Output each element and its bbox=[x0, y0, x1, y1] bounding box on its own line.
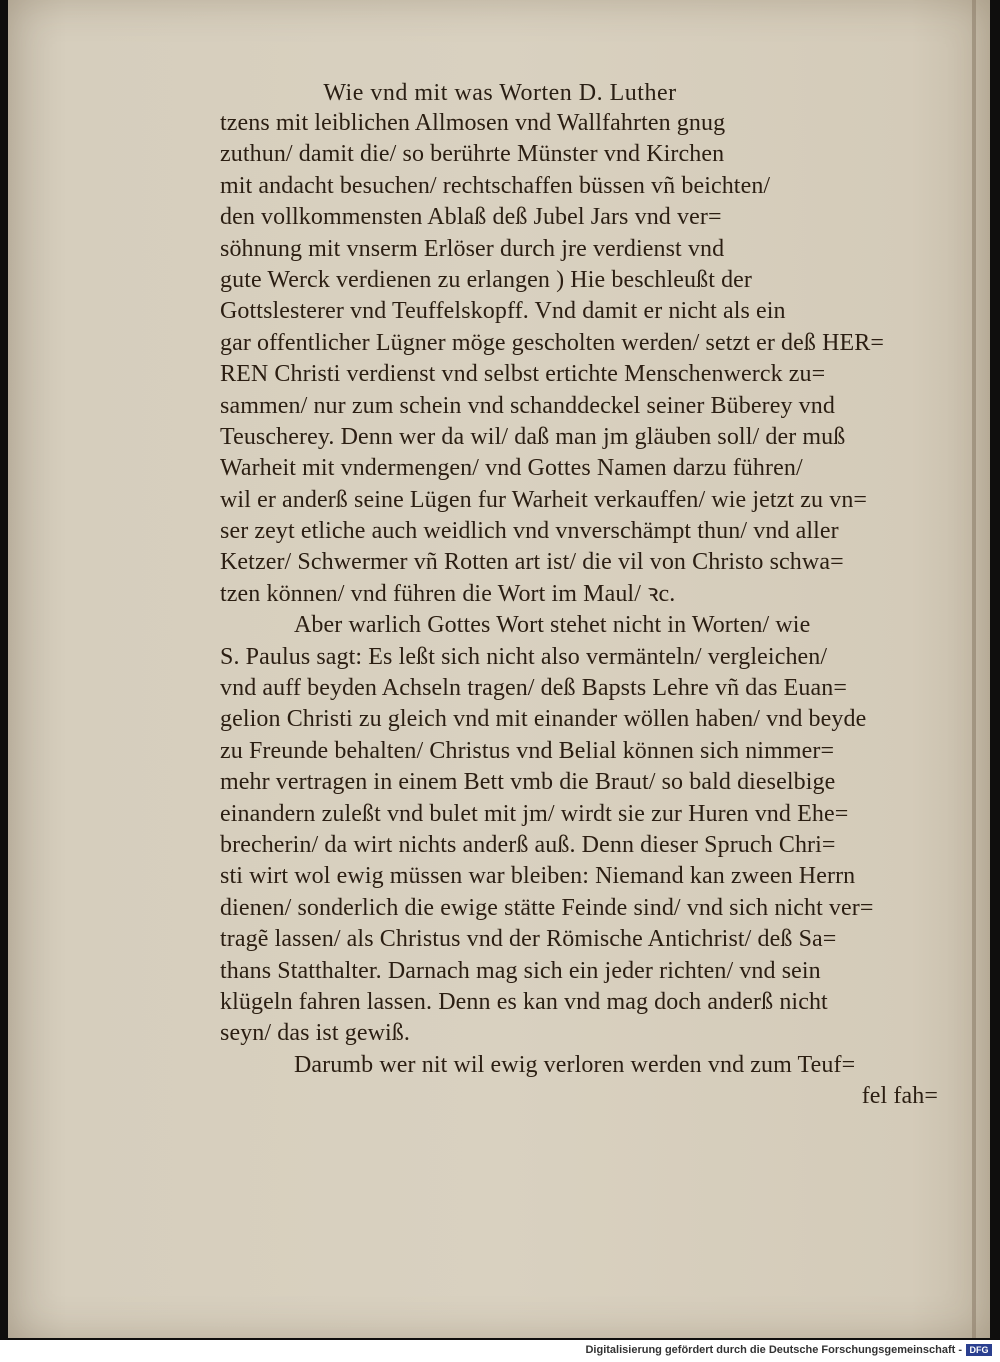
text-line: Warheit mit vndermengen/ vnd Gottes Namen darzu führen/ bbox=[220, 455, 803, 482]
text-line: wil er anderß seine Lügen fur Warheit verkauffen/ wie jetzt zu vn= bbox=[220, 486, 868, 513]
dfg-logo: DFG bbox=[966, 1344, 992, 1356]
text-line: gute Werck verdienen zu erlangen ) Hie beschleußt der bbox=[220, 266, 753, 293]
text-line: Ketzer/ Schwermer vñ Rotten art ist/ die vil von Christo schwa= bbox=[220, 549, 844, 576]
text-line: söhnung mit vnserm Erlöser durch jre verdienst vnd bbox=[220, 235, 725, 262]
text-line: dienen/ sonderlich die ewige stätte Feinde sind/ vnd sich nicht ver= bbox=[220, 894, 874, 921]
text-line: ser zeyt etliche auch weidlich vnd vnverschämpt thun/ vnd aller bbox=[220, 518, 839, 545]
text-line: gar offentlicher Lügner möge gescholten werden/ setzt er deß HER= bbox=[220, 329, 885, 356]
text-line: sti wirt wol ewig müssen war bleiben: Niemand kan zween Herrn bbox=[220, 863, 856, 890]
text-line: mit andacht besuchen/ rechtschaffen büssen vñ beichten/ bbox=[220, 172, 771, 199]
catchword: fel fah= bbox=[861, 1083, 938, 1110]
text-line: seyn/ das ist gewiß. bbox=[220, 1020, 410, 1047]
page-edge bbox=[972, 0, 976, 1338]
text-line: tragẽ lassen/ als Christus vnd der Römische Antichrist/ deß Sa= bbox=[220, 926, 837, 953]
text-line: tzens mit leiblichen Allmosen vnd Wallfahrten gnug bbox=[220, 110, 726, 136]
paragraph-start-line: Darumb wer nit wil ewig verloren werden vnd zum Teuf= bbox=[294, 1051, 856, 1078]
text-line: brecherin/ da wirt nichts anderß auß. Denn dieser Spruch Chri= bbox=[220, 831, 836, 858]
funding-credit: Digitalisierung gefördert durch die Deutsche Forschungsgemeinschaft - bbox=[585, 1344, 962, 1356]
text-line: sammen/ nur zum schein vnd schanddeckel seiner Büberey vnd bbox=[220, 392, 835, 419]
text-line: Teuscherey. Denn wer da wil/ daß man jm gläuben soll/ der muß bbox=[220, 423, 846, 450]
text-line: klügeln fahren lassen. Denn es kan vnd mag doch anderß nicht bbox=[220, 988, 828, 1015]
body-text bbox=[220, 108, 938, 1113]
text-line: einandern zuleßt vnd bulet mit jm/ wirdt sie zur Huren vnd Ehe= bbox=[220, 800, 849, 827]
text-line: mehr vertragen in einem Bett vmb die Braut/ so bald dieselbige bbox=[220, 769, 836, 796]
text-line: thans Statthalter. Darnach mag sich ein jeder richten/ vnd sein bbox=[220, 957, 821, 984]
text-line: Gottslesterer vnd Teuffelskopff. Vnd damit er nicht als ein bbox=[220, 298, 786, 325]
text-line: vnd auff beyden Achseln tragen/ deß Bapsts Lehre vñ das Euan= bbox=[220, 675, 848, 702]
text-line: S. Paulus sagt: Es leßt sich nicht also vermänteln/ vergleichen/ bbox=[220, 643, 828, 670]
text-line: den vollkommensten Ablaß deß Jubel Jars vnd ver= bbox=[220, 204, 722, 231]
text-line: zu Freunde behalten/ Christus vnd Belial können sich nimmer= bbox=[220, 737, 835, 764]
paragraph-start-line: Aber warlich Gottes Wort stehet nicht in Worten/ wie bbox=[294, 612, 811, 639]
text-line: zuthun/ damit die/ so berührte Münster vnd Kirchen bbox=[220, 141, 725, 168]
text-line: REN Christi verdienst vnd selbst ertichte Menschenwerck zu= bbox=[220, 361, 826, 388]
text-line: tzen können/ vnd führen die Wort im Maul/ ꝛc. bbox=[220, 580, 676, 607]
running-head: Wie vnd mit was Worten D. Luther bbox=[323, 80, 677, 106]
text-line: gelion Christi zu gleich vnd mit einander wöllen haben/ vnd beyde bbox=[220, 706, 867, 733]
